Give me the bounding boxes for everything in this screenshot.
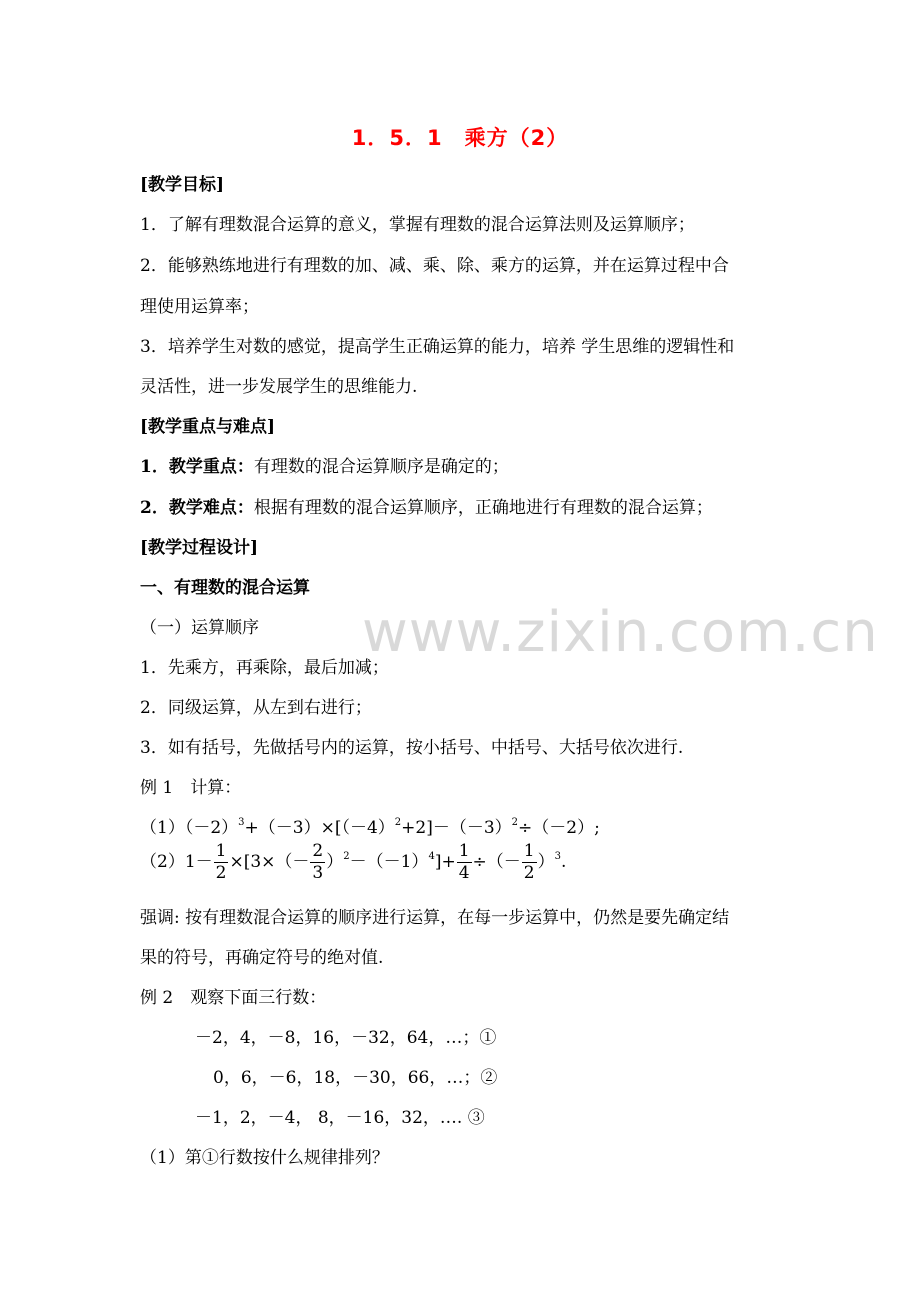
key-point-label: 1．教学重点：: [140, 457, 254, 477]
number-row-3: －1，2，－4， 8，－16，32，…. ③: [195, 1108, 485, 1128]
fraction: $\frac{2}{3}$: [312, 841, 324, 883]
number-row-2: 0，6，－6，18，－30，66，…；②: [213, 1068, 498, 1088]
example1-label: 例 1 计算：: [140, 778, 242, 798]
example1-equation-2: （2）1－ $\frac{1}{2}$ ×[3×（－ $\frac{2}{3}$ ）$^2-(-1)^4]+$ $\frac{1}{4}$ ÷（－ $\frac{1}{2}$ ）$^3$.: [140, 841, 567, 883]
example2-label: 例 2 观察下面三行数：: [140, 988, 327, 1008]
goal-item-3: 3．培养学生对数的感觉，提高学生正确运算的能力，培养 学生思维的逻辑性和: [140, 337, 735, 357]
fraction: $\frac{1}{2}$: [215, 841, 227, 883]
page-title: 1．5．1 乘方（2）: [351, 126, 569, 150]
process-heading: [教学过程设计]: [140, 538, 259, 558]
number-row-1: －2，4，－8，16，－32，64，…；①: [195, 1028, 497, 1048]
key-point-line: [140, 452, 509, 477]
section-heading: 一、有理数的混合运算: [140, 578, 310, 598]
difficulty-line: [140, 493, 713, 518]
key-points-heading: [教学重点与难点]: [140, 417, 276, 437]
rule-2: 2．同级运算，从左到右进行；: [140, 698, 372, 718]
emphasis-note: 强调: 按有理数混合运算的顺序进行运算，在每一步运算中，仍然是要先确定结: [140, 908, 730, 928]
goal-item-2: 2．能够熟练地进行有理数的加、减、乘、除、乘方的运算，并在运算过程中合: [140, 256, 729, 276]
subsection-heading: （一）运算顺序: [140, 618, 259, 638]
rule-3: 3．如有括号，先做括号内的运算，按小括号、中括号、大括号依次进行.: [140, 738, 684, 758]
watermark: www.zixin.com.cn: [362, 600, 879, 665]
emphasis-note-cont: 果的符号，再确定符号的绝对值.: [140, 948, 384, 968]
goals-heading: [教学目标]: [140, 175, 225, 195]
goal-item-3-cont: 灵活性，进一步发展学生的思维能力.: [140, 377, 418, 397]
example1-equation-1: $(1)(-2)^3+(-3)\times[(-4)^2+2]-(-3)^2\div(-2)$;: [140, 817, 600, 838]
goal-item-1: 1．了解有理数混合运算的意义，掌握有理数的混合运算法则及运算顺序；: [140, 215, 695, 235]
difficulty-label: 2．教学难点：: [140, 498, 254, 518]
fraction: $\frac{1}{4}$: [458, 841, 470, 883]
rule-1: 1．先乘方，再乘除，最后加减；: [140, 658, 389, 678]
example2-question-1: （1）第①行数按什么规律排列？: [140, 1148, 389, 1168]
goal-item-2-cont: 理使用运算率；: [140, 297, 259, 317]
difficulty-text: 根据有理数的混合运算顺序，正确地进行有理数的混合运算；: [253, 498, 713, 518]
fraction: $\frac{1}{2}$: [523, 841, 535, 883]
key-point-text: 有理数的混合运算顺序是确定的；: [253, 457, 509, 477]
